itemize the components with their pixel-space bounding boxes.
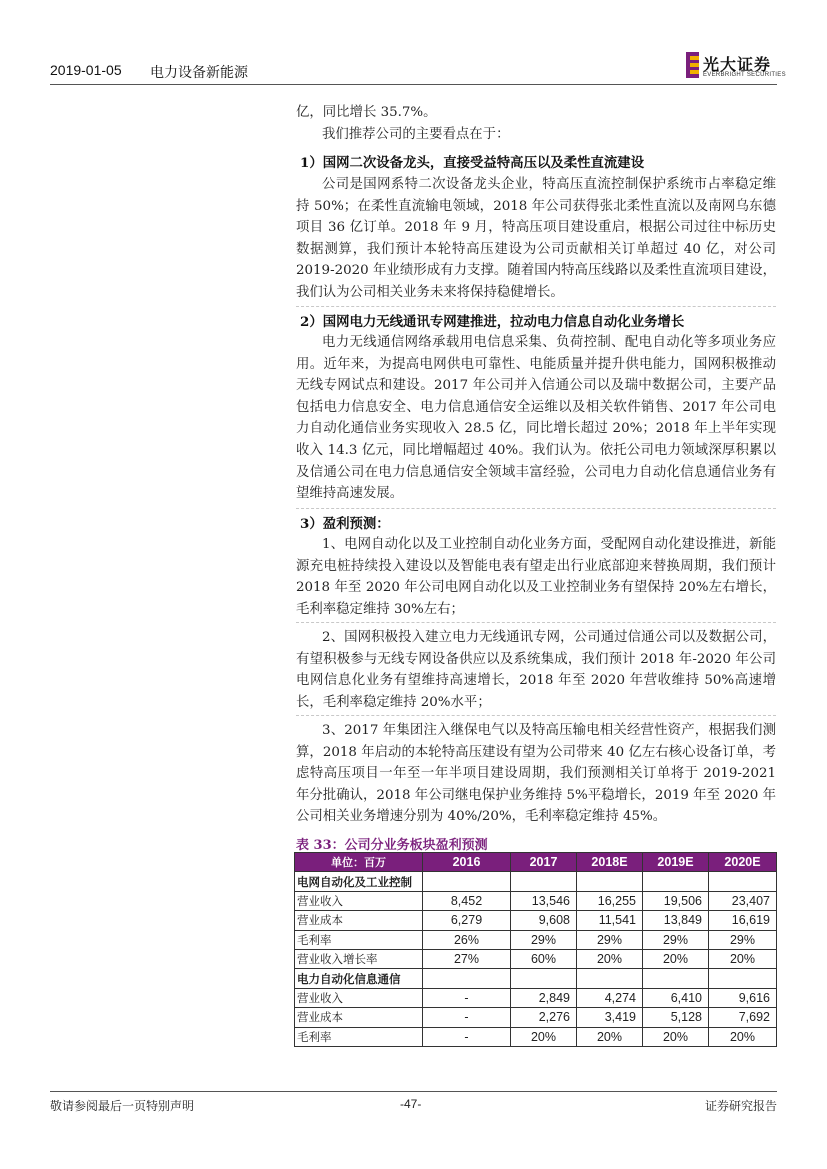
table-row	[295, 911, 777, 930]
paragraph-forecast-2: 2、国网积极投入建立电力无线通讯专网，公司通过信通公司以及数据公司，有望积极参与无线专网设备供应以及系统集成，我们预计 2018 年-2020 年公司电网信息化业务有望维持高速增长，2018 年至 2020 年营收维持 50%高速增长，毛利率稳定维持 20%水平；	[296, 630, 776, 710]
section-label: 电网自动化及工业控制	[295, 872, 423, 891]
table-cell: 20%	[709, 1027, 777, 1046]
row-label: 营业收入增长率	[295, 949, 423, 968]
table-title: 表 33：公司分业务板块盈利预测	[296, 838, 488, 853]
table-cell: -	[423, 1027, 511, 1046]
table-cell: 20%	[577, 949, 643, 968]
table-cell: 19,506	[643, 891, 709, 910]
section-label: 电力自动化信息通信	[295, 969, 423, 988]
footer-disclaimer: 敬请参阅最后一页特别声明	[50, 1099, 195, 1113]
table-section-row	[295, 969, 777, 988]
logo-text-en: EVERBRIGHT SECURITIES	[703, 72, 786, 78]
table-row	[295, 930, 777, 949]
table-cell: 4,274	[577, 988, 643, 1007]
table-cell: 13,849	[643, 911, 709, 930]
table-cell: 3,419	[577, 1008, 643, 1027]
paragraph-forecast-3: 3、2017 年集团注入继保电气以及特高压输电相关经营性资产，根据我们测算，2018 年启动的本轮特高压建设有望为公司带来 40 亿左右核心设备订单，考虑特高压项目一年至一年半项目建设周期，我们预测相关订单将于 2019-2021 年分批确认，2018 年公司继电保护业务维持 5%平稳增长，2019 年至 2020 年公司相关业务增速分别为 40%/20%，毛利率稳定维持 45%。	[296, 723, 776, 825]
paragraph-continuation: 亿，同比增长 35.7%。	[296, 105, 437, 120]
section-heading-3: 3）盈利预测：	[300, 516, 390, 532]
row-label: 营业收入	[295, 988, 423, 1007]
table-cell: 11,541	[577, 911, 643, 930]
paragraph-intro: 我们推荐公司的主要看点在于：	[322, 127, 510, 142]
table-cell: 9,608	[511, 911, 577, 930]
table-cell: 20%	[577, 1027, 643, 1046]
table-cell: 8,452	[423, 891, 511, 910]
year-header: 2019E	[643, 853, 709, 872]
year-header: 2020E	[709, 853, 777, 872]
table-cell: 60%	[511, 949, 577, 968]
logo-text-cn: 光大证券	[703, 55, 772, 74]
section-separator	[296, 508, 776, 509]
table-cell: 7,692	[709, 1008, 777, 1027]
table-cell: -	[423, 1008, 511, 1027]
row-label: 毛利率	[295, 1027, 423, 1046]
table-cell: 16,619	[709, 911, 777, 930]
year-header: 2017	[511, 853, 577, 872]
row-label: 营业收入	[295, 891, 423, 910]
paragraph-section-1: 公司是国网系特二次设备龙头企业，特高压直流控制保护系统市占率稳定维持 50%；在柔性直流输电领域，2018 年公司获得张北柔性直流以及南网乌东德项目 36 亿订单。2018 年 9 月，特高压项目建设重启，根据公司过往中标历史数据测算，我们预计本轮特高压建设为公司贡献相关订单超过 40 亿，对公司 2019-2020 年业绩形成有力支撑。随着国内特高压线路以及柔性直流项目建设，我们认为公司相关业务未来将保持稳健增长。	[296, 177, 776, 300]
table-cell: 23,407	[709, 891, 777, 910]
logo-mark-icon	[686, 52, 699, 78]
table-cell: 26%	[423, 930, 511, 949]
table-row	[295, 1027, 777, 1046]
table-row	[295, 891, 777, 910]
section-heading-2: 2）国网电力无线通讯专网建推进，拉动电力信息自动化业务增长	[300, 314, 685, 330]
table-cell: 2,276	[511, 1008, 577, 1027]
table-cell: 9,616	[709, 988, 777, 1007]
table-cell: 20%	[643, 1027, 709, 1046]
table-cell: 6,410	[643, 988, 709, 1007]
row-label: 营业成本	[295, 1008, 423, 1027]
section-separator	[296, 306, 776, 307]
table-cell: 20%	[511, 1027, 577, 1046]
report-date: 2019-01-05	[50, 62, 122, 78]
table-cell: 16,255	[577, 891, 643, 910]
year-header: 2018E	[577, 853, 643, 872]
table-cell: 29%	[709, 930, 777, 949]
table-section-row	[295, 872, 777, 891]
unit-header: 单位：百万	[295, 853, 423, 872]
brand-logo	[686, 50, 786, 84]
page-number: -47-	[400, 1097, 422, 1111]
table-row	[295, 1008, 777, 1027]
year-header: 2016	[423, 853, 511, 872]
table-row	[295, 988, 777, 1007]
footer-report-type: 证券研究报告	[705, 1099, 778, 1113]
table-cell: -	[423, 988, 511, 1007]
table-cell: 29%	[577, 930, 643, 949]
table-row	[295, 949, 777, 968]
table-cell: 27%	[423, 949, 511, 968]
paragraph-forecast-1: 1、电网自动化以及工业控制自动化业务方面，受配网自动化建设推进，新能源充电桩持续投入建设以及智能电表有望走出行业底部迎来替换周期，我们预计 2018 年至 2020 年公司电网自动化以及工业控制业务有望保持 20%左右增长，毛利率稳定维持 30%左右；	[296, 537, 776, 617]
table-cell: 2,849	[511, 988, 577, 1007]
table-cell: 20%	[643, 949, 709, 968]
table-cell: 5,128	[643, 1008, 709, 1027]
table-cell: 6,279	[423, 911, 511, 930]
row-label: 营业成本	[295, 911, 423, 930]
row-label: 毛利率	[295, 930, 423, 949]
table-cell: 29%	[511, 930, 577, 949]
table-cell: 20%	[709, 949, 777, 968]
section-separator	[296, 715, 776, 716]
forecast-table	[294, 852, 777, 1047]
table-cell: 29%	[643, 930, 709, 949]
footer-divider	[50, 1091, 777, 1092]
header-divider	[50, 84, 777, 85]
sector-title: 电力设备新能源	[150, 65, 248, 81]
table-header-row	[295, 853, 777, 872]
section-heading-1: 1）国网二次设备龙头，直接受益特高压以及柔性直流建设	[300, 155, 645, 171]
paragraph-section-2: 电力无线通信网络承载用电信息采集、负荷控制、配电自动化等多项业务应用。近年来，为提高电网供电可靠性、电能质量并提升供电能力，国网积极推动无线专网试点和建设。2017 年公司并入信通公司以及瑞中数据公司，主要产品包括电力信息安全、电力信息通信安全运维以及相关软件销售、2017 年公司电力自动化通信业务实现收入 28.5 亿，同比增长超过 20%；2018 年上半年实现收入 14.3 亿元，同比增幅超过 40%。我们认为。依托公司电力领域深厚积累以及信通公司在电力信息通信安全领域丰富经验，公司电力自动化信息通信业务有望维持高速发展。	[296, 335, 776, 502]
table-cell: 13,546	[511, 891, 577, 910]
section-separator	[296, 622, 776, 623]
